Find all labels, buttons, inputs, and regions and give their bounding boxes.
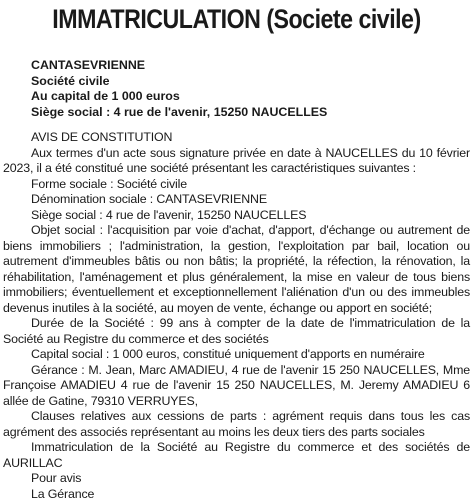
duree-societe: Durée de la Société : 99 ans à compter de la date de l'immatriculation de la Société au Registre du commerce et des sociétés — [3, 316, 470, 346]
legal-notice — [0, 4, 473, 503]
clauses-cessions: Clauses relatives aux cessions de parts : agrément requis dans tous les cas agrément des associés représentant au moins les deux tiers des parts sociales — [3, 409, 470, 439]
signature: La Gérance — [31, 486, 95, 501]
company-form: Société civile — [31, 73, 110, 88]
company-capital: Au capital de 1 000 euros — [31, 89, 180, 103]
immatriculation: Immatriculation de la Société au Registre du commerce et des sociétés de AURILLAC — [3, 440, 470, 470]
denomination-sociale: Dénomination sociale : CANTASEVRIENNE — [31, 192, 267, 206]
company-header — [3, 58, 470, 120]
forme-sociale: Forme sociale : Société civile — [31, 176, 187, 191]
notice-title: IMMATRICULATION (Societe civile) — [52, 4, 421, 34]
notice-body — [3, 130, 470, 502]
gerance: Gérance : M. Jean, Marc AMADIEU, 4 rue de l'avenir 15 250 NAUCELLES, Mme Françoise AMADIEU 4 rue de l'avenir 15 250 NAUCELLES, M. Jeremy AMADIEU 6 allée de Gatine, 79310 VERRUYES, — [3, 362, 470, 408]
company-name: CANTASEVRIENNE — [31, 58, 146, 72]
siege-social: Siège social : 4 rue de l'avenir, 15250 NAUCELLES — [31, 207, 307, 222]
company-seat: Siège social : 4 rue de l'avenir, 15250 NAUCELLES — [31, 104, 328, 119]
notice-heading: AVIS DE CONSTITUTION — [31, 130, 173, 144]
objet-social: Objet social : l'acquisition par voie d'achat, d'apport, d'échange ou autrement de biens immobiliers ; l'administration, la gestion, l'exploitation par bail, location ou autrement d'immeubles bâtis ou non bâtis; la propriété, la réfection, la rénovation, la réhabilitation, l'aménagement et plus généralement, la mise en valeur de tous biens immobiliers; éventuellement et exceptionnellement l'aliénation d'un ou des immeubles devenus inutiles à la société, au moyen de vente, échange ou apport en société; — [3, 223, 470, 315]
pour-avis: Pour avis — [31, 471, 82, 485]
intro-paragraph: Aux termes d'un acte sous signature privée en date à NAUCELLES du 10 février 2023, il a été constitué une société présentant les caractéristiques suivantes : — [3, 145, 470, 175]
capital-social: Capital social : 1 000 euros, constitué uniquement d'apports en numéraire — [31, 347, 425, 361]
